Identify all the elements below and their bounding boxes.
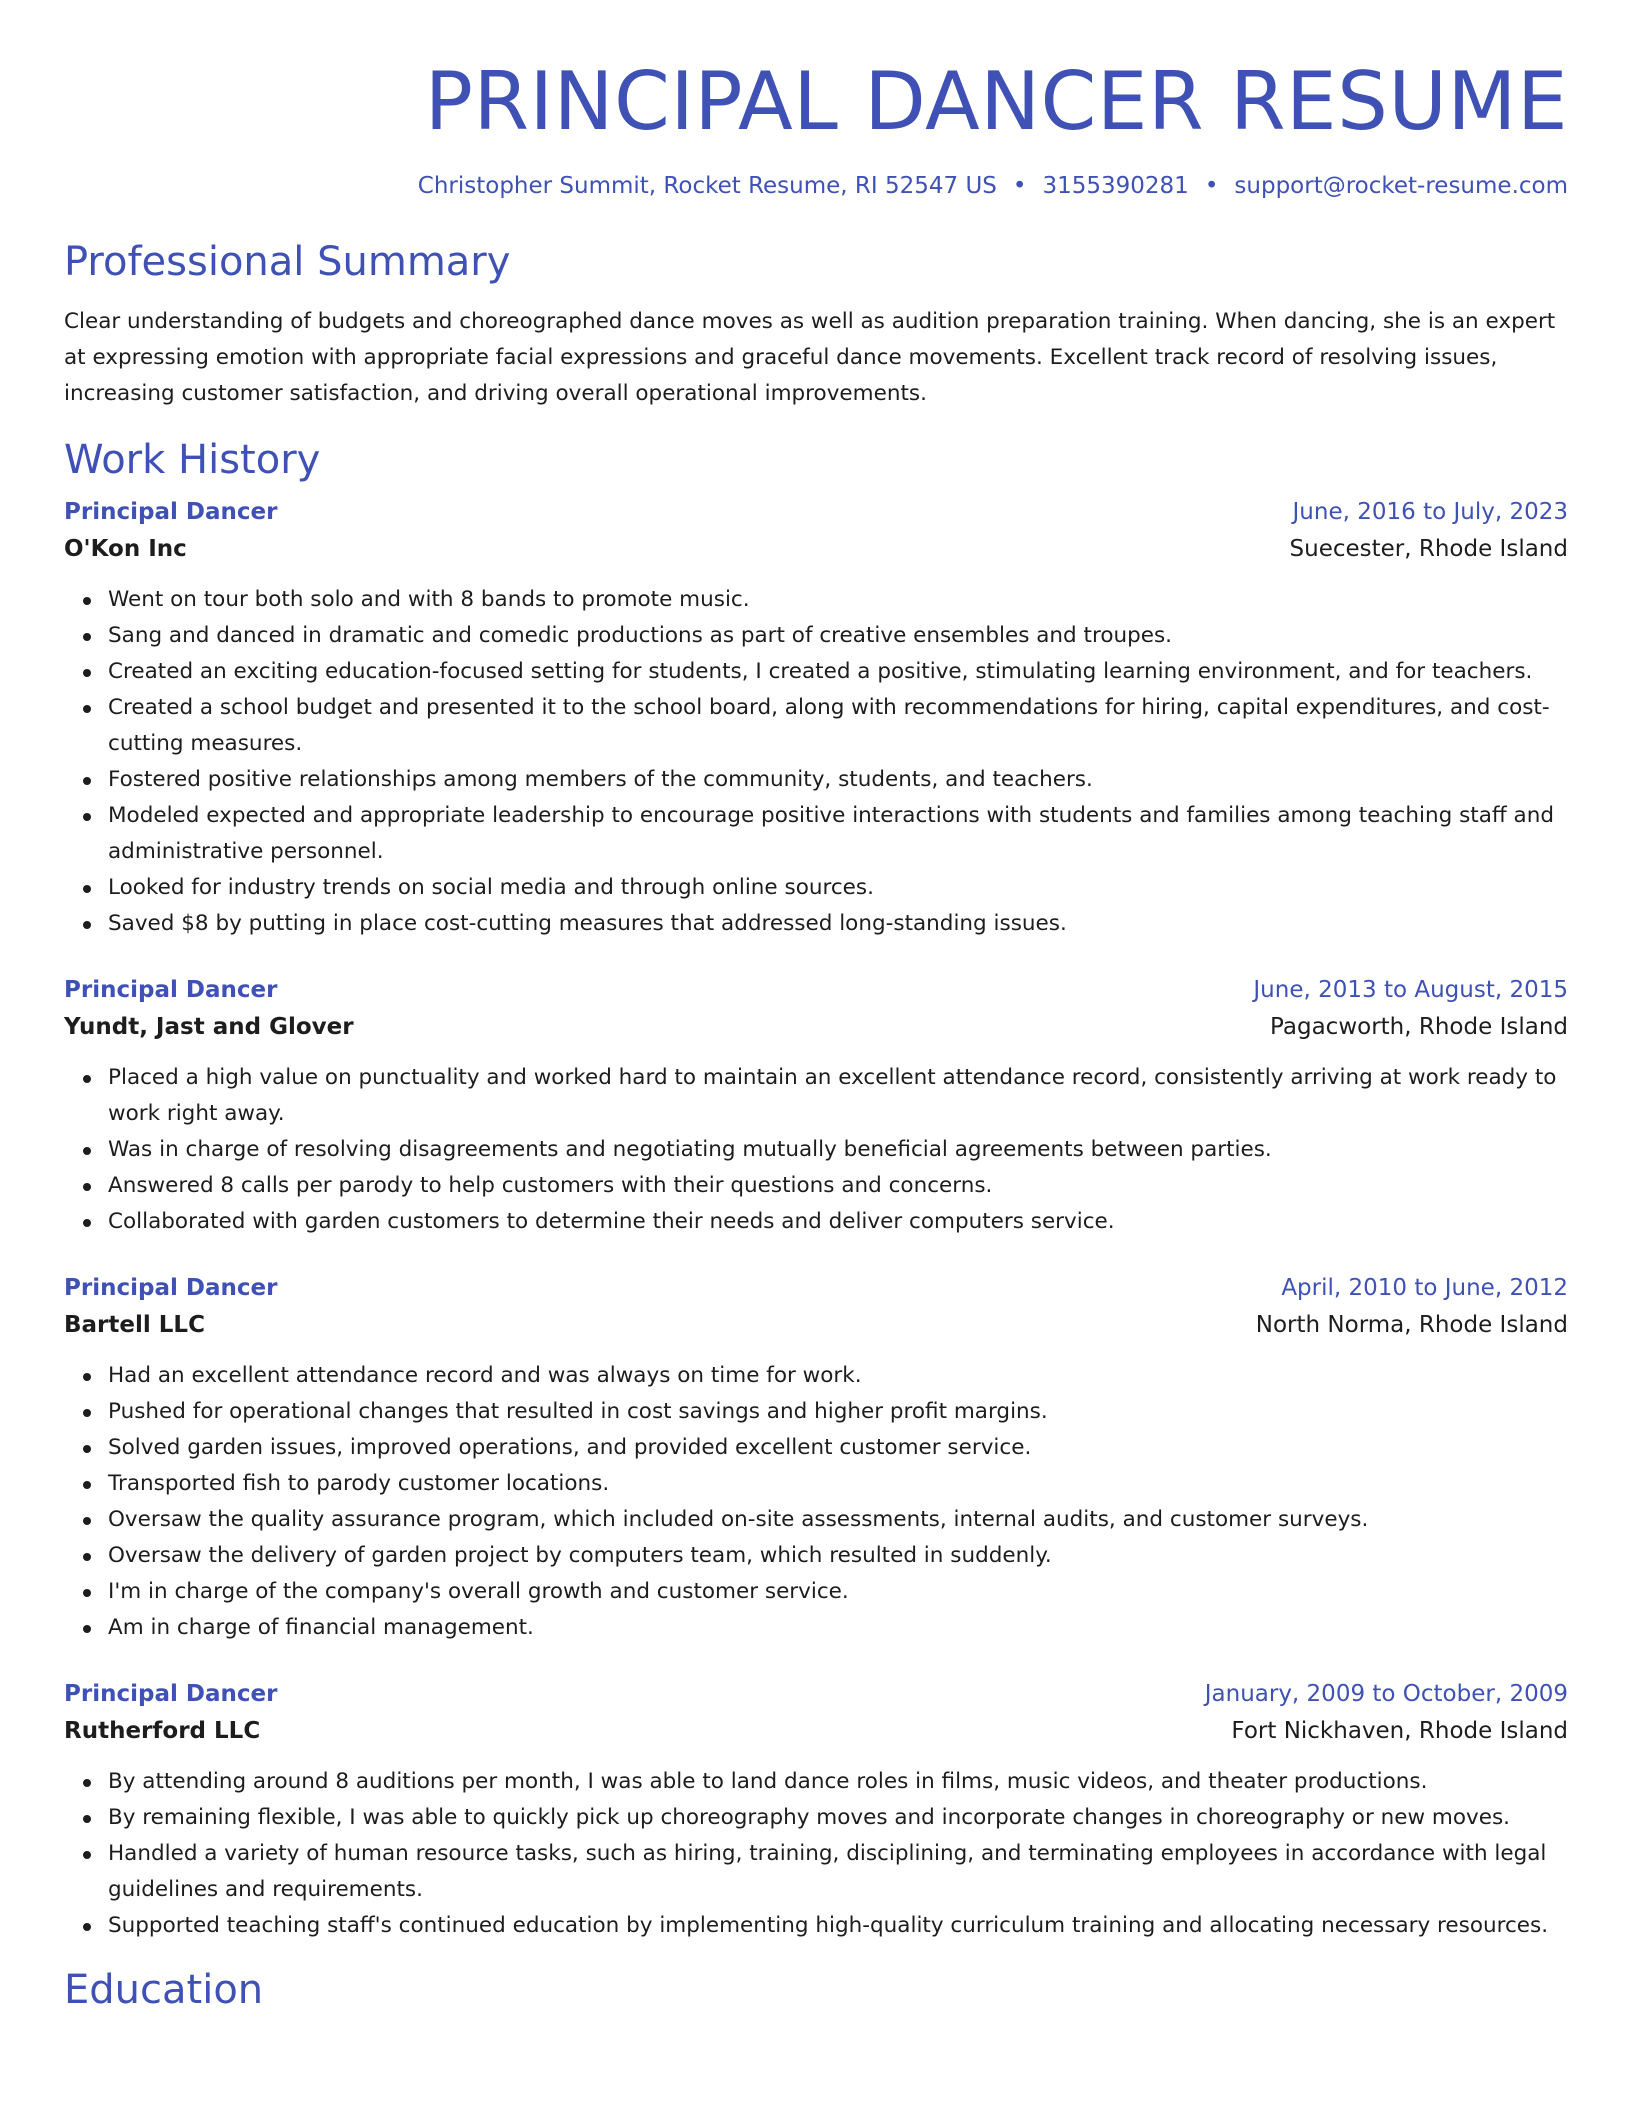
job-bullet-list: [64, 582, 1568, 942]
job-bullet: Saved $8 by putting in place cost-cutting measures that addressed long-standing issues.: [108, 906, 1568, 942]
job-bullet: Looked for industry trends on social media and through online sources.: [108, 870, 1568, 906]
job-company-row: [64, 530, 1568, 568]
job-bullet: Handled a variety of human resource tasks, such as hiring, training, disciplining, and terminating employees in accordance with legal guidelines and requirements.: [108, 1836, 1568, 1908]
job-bullet: Was in charge of resolving disagreements and negotiating mutually beneficial agreements between parties.: [108, 1132, 1568, 1168]
education-heading: Education: [64, 1967, 264, 2013]
job-bullet: Am in charge of financial management.: [108, 1610, 1568, 1646]
job-bullet: Collaborated with garden customers to determine their needs and deliver computers service.: [108, 1204, 1568, 1240]
job-entry: [64, 972, 1568, 1240]
job-location: Fort Nickhaven, Rhode Island: [1231, 1718, 1568, 1744]
job-header-row: [64, 1676, 1568, 1712]
job-company: O'Kon Inc: [64, 536, 187, 562]
job-bullet: Had an excellent attendance record and was always on time for work.: [108, 1358, 1568, 1394]
job-bullet: Created a school budget and presented it to the school board, along with recommendations for hiring, capital expenditures, and cost-cutting measures.: [108, 690, 1568, 762]
job-bullet: Sang and danced in dramatic and comedic productions as part of creative ensembles and troupes.: [108, 618, 1568, 654]
job-title: Principal Dancer: [64, 499, 278, 525]
job-bullet-list: [64, 1764, 1568, 1944]
job-location: North Norma, Rhode Island: [1255, 1312, 1568, 1338]
job-title: Principal Dancer: [64, 1681, 278, 1707]
contact-address: Christopher Summit, Rocket Resume, RI 52547 US: [417, 173, 997, 199]
job-header-row: [64, 1270, 1568, 1306]
job-entry: [64, 494, 1568, 942]
job-bullet: Answered 8 calls per parody to help customers with their questions and concerns.: [108, 1168, 1568, 1204]
job-company: Yundt, Jast and Glover: [64, 1014, 354, 1040]
job-bullet: Fostered positive relationships among members of the community, students, and teachers.: [108, 762, 1568, 798]
job-company-row: [64, 1008, 1568, 1046]
job-bullet-list: [64, 1358, 1568, 1646]
contact-separator: •: [1204, 173, 1219, 199]
contact-line: [64, 170, 1568, 202]
job-entry: [64, 1676, 1568, 1944]
job-title: Principal Dancer: [64, 1275, 278, 1301]
work-history-heading: Work History: [64, 437, 321, 483]
job-company-row: [64, 1712, 1568, 1750]
job-dates: June, 2013 to August, 2015: [1253, 977, 1568, 1003]
job-bullet: Created an exciting education-focused setting for students, I created a positive, stimulating learning environment, and for teachers.: [108, 654, 1568, 690]
job-title: Principal Dancer: [64, 977, 278, 1003]
job-bullet: By remaining flexible, I was able to quickly pick up choreography moves and incorporate changes in choreography or new moves.: [108, 1800, 1568, 1836]
job-bullet: I'm in charge of the company's overall growth and customer service.: [108, 1574, 1568, 1610]
job-bullet: Supported teaching staff's continued education by implementing high-quality curriculum training and allocating necessary resources.: [108, 1908, 1568, 1944]
job-location: Pagacworth, Rhode Island: [1270, 1014, 1568, 1040]
job-company: Bartell LLC: [64, 1312, 205, 1338]
job-location: Suecester, Rhode Island: [1289, 536, 1568, 562]
job-bullet: Pushed for operational changes that resulted in cost savings and higher profit margins.: [108, 1394, 1568, 1430]
resume-page: [64, 0, 1568, 2016]
job-company-row: [64, 1306, 1568, 1344]
job-company: Rutherford LLC: [64, 1718, 261, 1744]
contact-phone: 3155390281: [1042, 173, 1189, 199]
job-bullet: Transported fish to parody customer locations.: [108, 1466, 1568, 1502]
summary-text: Clear understanding of budgets and choreographed dance moves as well as audition preparation training. When dancing, she is an expert at expressing emotion with appropriate facial expressions and graceful dance movements. Excellent track record of resolving issues, increasing customer satisfaction, and driving overall operational improvements.: [64, 309, 1556, 406]
job-bullet: Went on tour both solo and with 8 bands to promote music.: [108, 582, 1568, 618]
page-title: PRINCIPAL DANCER RESUME: [424, 55, 1568, 148]
job-bullet: Solved garden issues, improved operations, and provided excellent customer service.: [108, 1430, 1568, 1466]
job-bullet: Placed a high value on punctuality and worked hard to maintain an excellent attendance record, consistently arriving at work ready to work right away.: [108, 1060, 1568, 1132]
contact-email[interactable]: support@rocket-resume.com: [1234, 173, 1568, 199]
job-header-row: [64, 494, 1568, 530]
summary-heading: Professional Summary: [64, 239, 511, 285]
job-dates: June, 2016 to July, 2023: [1292, 499, 1568, 525]
job-bullet: Oversaw the quality assurance program, which included on-site assessments, internal audits, and customer surveys.: [108, 1502, 1568, 1538]
job-bullet: By attending around 8 auditions per month, I was able to land dance roles in films, music videos, and theater productions.: [108, 1764, 1568, 1800]
contact-separator: •: [1012, 173, 1027, 199]
job-bullet-list: [64, 1060, 1568, 1240]
job-bullet: Modeled expected and appropriate leadership to encourage positive interactions with students and families among teaching staff and administrative personnel.: [108, 798, 1568, 870]
job-header-row: [64, 972, 1568, 1008]
job-dates: April, 2010 to June, 2012: [1281, 1275, 1568, 1301]
job-entry: [64, 1270, 1568, 1646]
job-bullet: Oversaw the delivery of garden project by computers team, which resulted in suddenly.: [108, 1538, 1568, 1574]
job-dates: January, 2009 to October, 2009: [1204, 1681, 1568, 1707]
